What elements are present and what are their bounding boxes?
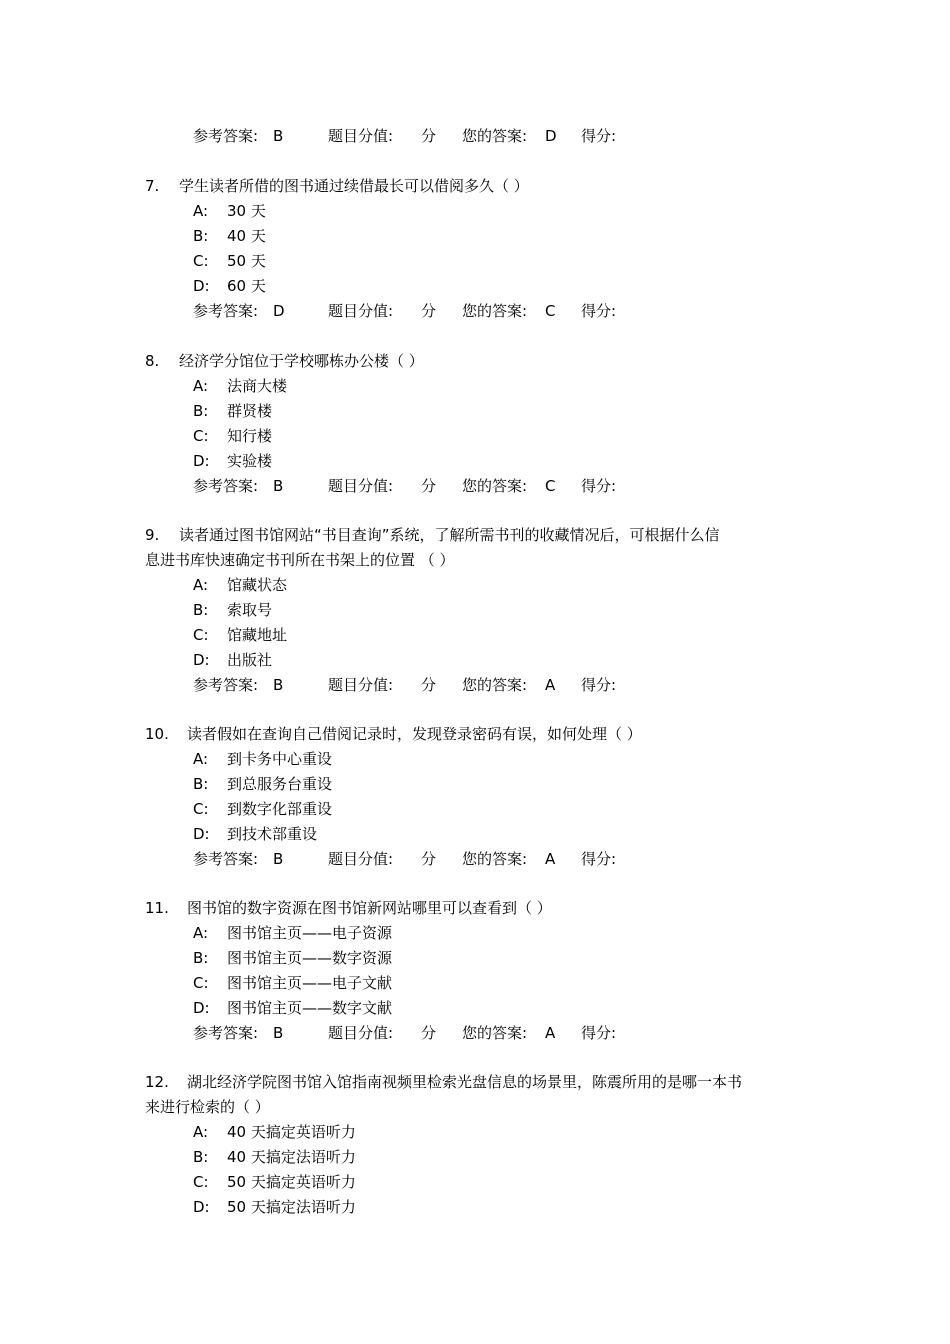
option-text: 到总服务台重设	[227, 775, 333, 793]
option-letter: A:	[193, 924, 209, 942]
option-letter: A:	[193, 750, 209, 768]
option-b	[193, 399, 272, 424]
option-d	[193, 822, 317, 847]
option-text: 30 天	[227, 202, 266, 220]
option-text: 图书馆主页——电子文献	[227, 974, 393, 992]
option-a	[193, 747, 332, 772]
option-a	[193, 1120, 356, 1145]
option-text: 到卡务中心重设	[227, 750, 333, 768]
option-letter: B:	[193, 402, 209, 420]
your-answer-label: 您的答案:	[462, 850, 528, 868]
your-answer-label: 您的答案:	[462, 477, 528, 495]
question-stem	[145, 1070, 815, 1095]
question-text-line2: 息进书库快速确定书刊所在书架上的位置 （ ）	[145, 551, 455, 569]
option-c	[193, 1170, 356, 1195]
score-value-label: 题目分值:	[328, 127, 394, 145]
score-value-label: 题目分值:	[328, 302, 394, 320]
option-d	[193, 449, 272, 474]
option-a	[193, 573, 287, 598]
option-text: 40 天搞定法语听力	[227, 1148, 356, 1166]
option-letter: C:	[193, 427, 209, 445]
score-unit: 分	[421, 477, 437, 495]
option-c	[193, 249, 266, 274]
got-score-label: 得分:	[581, 302, 617, 320]
option-text: 馆藏状态	[227, 576, 288, 594]
option-text: 50 天	[227, 252, 266, 270]
option-letter: C:	[193, 974, 209, 992]
option-text: 实验楼	[227, 452, 273, 470]
option-c	[193, 623, 287, 648]
question-text: 读者假如在查询自己借阅记录时，发现登录密码有误，如何处理（ ）	[187, 725, 642, 743]
answer-line-q11	[193, 1021, 813, 1046]
option-text: 图书馆主页——数字文献	[227, 999, 393, 1017]
question-text-line1: 读者通过图书馆网站“书目查询”系统，了解所需书刊的收藏情况后，可根据什么信	[179, 526, 720, 544]
question-stem	[145, 174, 815, 199]
answer-line-q10	[193, 847, 813, 872]
score-unit: 分	[421, 127, 437, 145]
option-d	[193, 274, 266, 299]
option-b	[193, 772, 332, 797]
option-text: 到数字化部重设	[227, 800, 333, 818]
option-text: 40 天搞定英语听力	[227, 1123, 356, 1141]
option-b	[193, 598, 272, 623]
option-letter: D:	[193, 825, 210, 843]
option-c	[193, 797, 332, 822]
score-value-label: 题目分值:	[328, 850, 394, 868]
question-stem-continued	[145, 548, 815, 573]
ref-answer-value: B	[273, 676, 284, 694]
question-number: 10.	[145, 725, 169, 743]
option-letter: A:	[193, 202, 209, 220]
score-unit: 分	[421, 850, 437, 868]
option-c	[193, 971, 392, 996]
option-c	[193, 424, 272, 449]
option-d	[193, 648, 272, 673]
your-answer-value: A	[545, 676, 556, 694]
question-stem	[145, 349, 815, 374]
option-letter: C:	[193, 1173, 209, 1191]
question-number: 9.	[145, 526, 160, 544]
ref-answer-value: B	[273, 1024, 284, 1042]
question-text: 经济学分馆位于学校哪栋办公楼（ ）	[179, 352, 424, 370]
ref-answer-label: 参考答案:	[193, 302, 259, 320]
score-unit: 分	[421, 676, 437, 694]
your-answer-label: 您的答案:	[462, 302, 528, 320]
option-letter: B:	[193, 775, 209, 793]
option-a	[193, 199, 266, 224]
question-stem	[145, 896, 815, 921]
your-answer-value: C	[545, 302, 556, 320]
question-number: 12.	[145, 1073, 169, 1091]
your-answer-value: C	[545, 477, 556, 495]
got-score-label: 得分:	[581, 127, 617, 145]
your-answer-value: D	[545, 127, 557, 145]
got-score-label: 得分:	[581, 676, 617, 694]
question-text-line2: 来进行检索的（ ）	[145, 1098, 270, 1116]
score-value-label: 题目分值:	[328, 477, 394, 495]
option-text: 40 天	[227, 227, 266, 245]
option-b	[193, 946, 392, 971]
option-letter: B:	[193, 601, 209, 619]
your-answer-value: A	[545, 850, 556, 868]
option-letter: B:	[193, 227, 209, 245]
ref-answer-label: 参考答案:	[193, 127, 259, 145]
option-letter: A:	[193, 1123, 209, 1141]
option-d	[193, 996, 392, 1021]
option-text: 群贤楼	[227, 402, 273, 420]
your-answer-label: 您的答案:	[462, 1024, 528, 1042]
ref-answer-label: 参考答案:	[193, 477, 259, 495]
option-letter: B:	[193, 949, 209, 967]
ref-answer-label: 参考答案:	[193, 676, 259, 694]
option-b	[193, 1145, 356, 1170]
option-letter: D:	[193, 277, 210, 295]
option-text: 50 天搞定法语听力	[227, 1198, 356, 1216]
score-unit: 分	[421, 302, 437, 320]
ref-answer-value: D	[273, 302, 285, 320]
option-text: 出版社	[227, 651, 273, 669]
ref-answer-value: B	[273, 850, 284, 868]
question-number: 11.	[145, 899, 169, 917]
option-letter: C:	[193, 252, 209, 270]
option-b	[193, 224, 266, 249]
option-letter: C:	[193, 800, 209, 818]
question-stem	[145, 722, 815, 747]
option-text: 馆藏地址	[227, 626, 288, 644]
ref-answer-label: 参考答案:	[193, 1024, 259, 1042]
got-score-label: 得分:	[581, 1024, 617, 1042]
option-a	[193, 374, 287, 399]
question-text: 图书馆的数字资源在图书馆新网站哪里可以查看到（ ）	[187, 899, 552, 917]
ref-answer-label: 参考答案:	[193, 850, 259, 868]
option-text: 法商大楼	[227, 377, 288, 395]
option-text: 知行楼	[227, 427, 273, 445]
got-score-label: 得分:	[581, 850, 617, 868]
question-text: 学生读者所借的图书通过续借最长可以借阅多久（ ）	[179, 177, 529, 195]
score-value-label: 题目分值:	[328, 676, 394, 694]
ref-answer-value: B	[273, 127, 284, 145]
option-a	[193, 921, 392, 946]
question-number: 7.	[145, 177, 160, 195]
answer-line-q7	[193, 299, 813, 324]
your-answer-value: A	[545, 1024, 556, 1042]
question-number: 8.	[145, 352, 160, 370]
question-stem	[145, 523, 815, 548]
got-score-label: 得分:	[581, 477, 617, 495]
option-letter: D:	[193, 1198, 210, 1216]
your-answer-label: 您的答案:	[462, 127, 528, 145]
option-letter: A:	[193, 576, 209, 594]
ref-answer-value: B	[273, 477, 284, 495]
option-text: 50 天搞定英语听力	[227, 1173, 356, 1191]
option-text: 图书馆主页——数字资源	[227, 949, 393, 967]
option-d	[193, 1195, 356, 1220]
option-text: 索取号	[227, 601, 273, 619]
your-answer-label: 您的答案:	[462, 676, 528, 694]
option-letter: D:	[193, 651, 210, 669]
option-text: 图书馆主页——电子资源	[227, 924, 393, 942]
question-stem-continued	[145, 1095, 815, 1120]
option-letter: C:	[193, 626, 209, 644]
option-letter: B:	[193, 1148, 209, 1166]
answer-line-q6	[193, 124, 813, 149]
question-text-line1: 湖北经济学院图书馆入馆指南视频里检索光盘信息的场景里，陈震所用的是哪一本书	[187, 1073, 743, 1091]
option-text: 到技术部重设	[227, 825, 318, 843]
score-unit: 分	[421, 1024, 437, 1042]
option-letter: D:	[193, 452, 210, 470]
answer-line-q9	[193, 673, 813, 698]
answer-line-q8	[193, 474, 813, 499]
option-letter: D:	[193, 999, 210, 1017]
score-value-label: 题目分值:	[328, 1024, 394, 1042]
option-text: 60 天	[227, 277, 266, 295]
option-letter: A:	[193, 377, 209, 395]
